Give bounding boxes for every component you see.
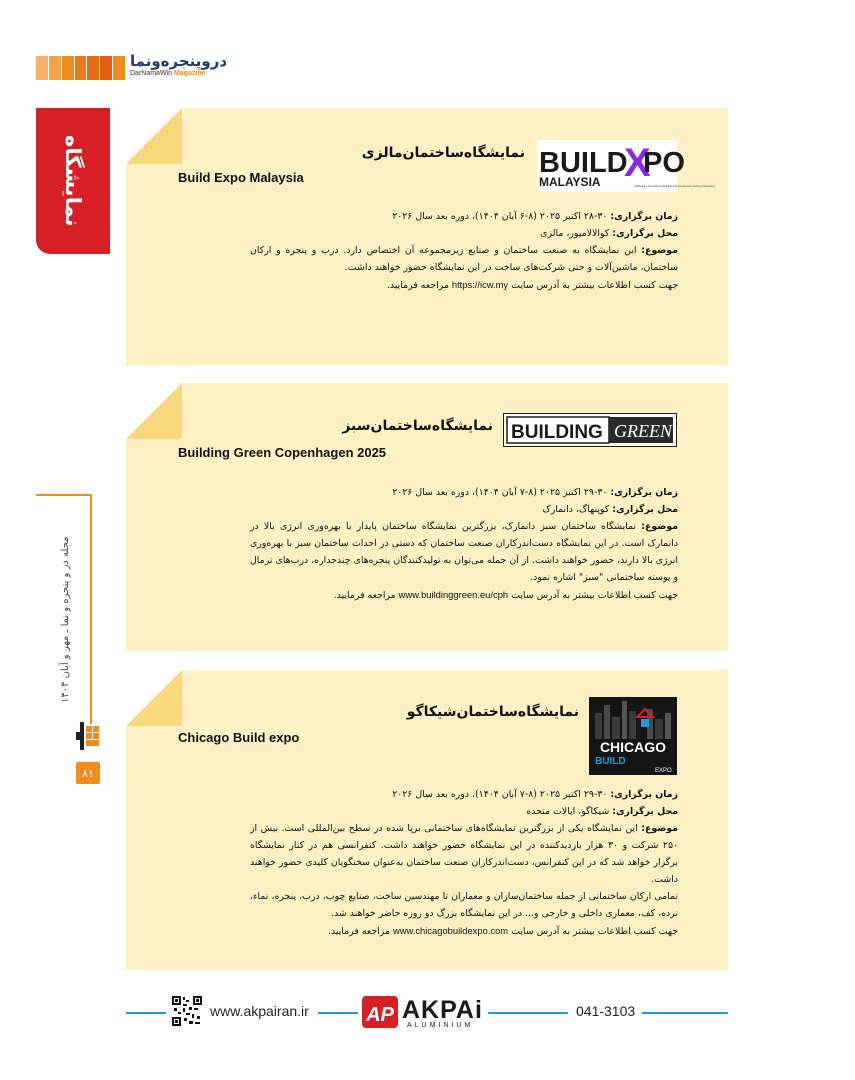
event-title-fa: نمایشگاه‌ساختمان‌سبز	[342, 418, 493, 434]
footer-divider	[488, 1012, 568, 1014]
time-label: زمان برگزاری:	[610, 487, 678, 498]
topic-extra: تمامی ارکان ساختمانی از جمله ساختمان‌سازان و معماران تا مهندسین ساخت، صنایع چوب، درب، پنجره، نماء، نرده، کف، معماری داخلی و خارجی و... در این نمایشگاه بزرگ دو روزه حاضر خواهند شد.	[250, 891, 678, 919]
akpai-logo-icon	[362, 994, 398, 1030]
event-details	[250, 208, 678, 294]
akpai-brand: AKPAi	[402, 996, 483, 1024]
place-value: کوالالامپور، مالزی	[540, 228, 610, 239]
place-value: کوپنهاگ، دانمارک	[542, 504, 610, 515]
time-value: ۳۰-۲۹ اکتبر ۲۰۲۵ (۸-۷ آبان ۱۴۰۴)، دوره بعد سال ۲۰۲۶	[392, 487, 608, 498]
folded-corner	[126, 670, 182, 726]
event-title-fa: نمایشگاه‌ساختمان‌شیکاگو	[406, 704, 579, 720]
event-title-en: Building Green Copenhagen 2025	[178, 445, 387, 460]
svg-text:AP: AP	[366, 1004, 394, 1026]
footer-divider	[126, 1012, 166, 1014]
section-tab-label: نمایشگاه	[61, 135, 85, 227]
topic-label: موضوع:	[641, 521, 679, 532]
more-info-pre: جهت کسب اطلاعات بیشتر به آدرس سایت	[511, 926, 678, 937]
time-value: ۳۰-۲۹ اکتبر ۲۰۲۵ (۸-۷ آبان ۱۴۰۴)، دوره بعد سال ۲۰۲۶	[392, 789, 608, 800]
place-label: محل برگزاری:	[612, 806, 678, 817]
more-info-post: مراجعه فرمایید.	[327, 926, 390, 937]
build-expo-malaysia-logo	[537, 140, 715, 192]
more-info-link[interactable]: www.buildinggreen.eu/cph	[398, 589, 509, 600]
logo-text-x: X	[624, 141, 651, 185]
topic-label: موضوع:	[641, 823, 678, 834]
folded-corner	[126, 383, 182, 439]
more-info-pre: جهت کسب اطلاعات بیشتر به آدرس سایت	[511, 590, 678, 601]
more-info-post: مراجعه فرمایید.	[333, 590, 396, 601]
footer-website-link[interactable]: www.akpairan.ir	[210, 1003, 309, 1019]
logo-text-green: GREEN	[614, 421, 672, 441]
divider	[36, 494, 92, 496]
logo-text-expo: EXPO	[655, 768, 672, 774]
footer-divider	[318, 1012, 358, 1014]
header-color-bars	[36, 56, 126, 80]
event-title-en: Chicago Build expo	[178, 730, 300, 745]
magazine-logo: دروپنجره‌ونما	[130, 52, 228, 70]
building-green-logo	[503, 413, 677, 447]
footer-divider	[642, 1012, 728, 1014]
place-label: محل برگزاری:	[612, 504, 678, 515]
time-value: ۳۰-۲۸ اکتبر ۲۰۲۵ (۸-۶ آبان ۱۴۰۴)، دوره بعد سال ۲۰۲۶	[392, 211, 608, 222]
magazine-logo-sub	[130, 70, 205, 77]
chicago-build-expo-logo	[589, 697, 677, 775]
logo-tagline: Malaysia's International Building and Construction Industry Showcase	[635, 185, 715, 188]
event-title-fa: نمایشگاه‌ساختمان‌مالزی	[361, 145, 525, 161]
place-value: شیکاگو، ایالات متحده	[526, 806, 610, 817]
qr-code-icon	[172, 996, 202, 1026]
logo-text-malaysia: MALAYSIA	[539, 175, 601, 189]
more-info-pre: جهت کسب اطلاعات بیشتر به آدرس سایت	[511, 280, 678, 291]
event-title-en: Build Expo Malaysia	[178, 170, 304, 185]
place-label: محل برگزاری:	[612, 228, 678, 239]
footer-phone: 041-3103	[576, 1003, 636, 1019]
logo-sub-brand: DarNamaWin	[130, 70, 173, 77]
folded-corner	[126, 108, 182, 164]
logo-text-build: BUILD	[595, 756, 626, 767]
event-details	[250, 484, 678, 604]
more-info-link[interactable]: https://icw.my	[451, 279, 509, 290]
topic-value: این نمایشگاه به صنعت ساختمان و صنایع زیرمجموعه آن اختصاص دارد. درب و پنجره و ارکان ساختمان، ماشین‌آلات و حتی شرکت‌های ساخت در این نمایشگاه حضور خواهند داشت.	[250, 245, 678, 273]
topic-label: موضوع:	[641, 245, 678, 256]
more-info-post: مراجعه فرمایید.	[386, 280, 449, 291]
window-icon	[76, 722, 100, 750]
event-details	[250, 786, 678, 940]
page-number: ۸۱	[76, 762, 100, 784]
logo-text-po: PO	[643, 147, 685, 179]
logo-text-build: BUILD	[539, 147, 628, 179]
time-label: زمان برگزاری:	[610, 211, 678, 222]
logo-text-chicago: CHICAGO	[599, 739, 667, 755]
logo-sub-mag: Magazine	[173, 70, 206, 77]
logo-text-building: BUILDING	[511, 422, 603, 443]
topic-value: نمایشگاه ساختمان سبز دانمارک، بزرگترین نمایشگاه ساختمان پایدار با بهره‌وری انرژی بالا در دانمارک است. در این نمایشگاه دست‌اندرکاران صنعت ساختمان که دستی در احداث ساختمان سبز با بهره‌وری انرژی بالا دارند، حضور خواهند داشت. از آن جمله می‌توان به تولیدکنندگان پنجره‌های چندجداره، درب‌های ترمال و پوسته ساختمانی "سبز" اشاره نمود.	[250, 521, 678, 583]
topic-value: این نمایشگاه یکی از بزرگترین نمایشگاه‌های ساختمانی برپا شده در سطح بین‌المللی است. بیش از ۲۵۰ شرکت و ۳۰ هزار بازدیدکننده در این نمایشگاه حضور خواهند داشت. کنفرانسی هم در کنار نمایشگاه برگزار خواهد شد که در این کنفرانس، دست‌اندرکاران صنعت ساختمان به‌عنوان سخنگویان کلیدی حضور خواهند داشت.	[250, 823, 679, 885]
more-info-link[interactable]: www.chicagobuildexpo.com	[392, 925, 509, 936]
time-label: زمان برگزاری:	[610, 789, 678, 800]
divider	[90, 494, 92, 724]
magazine-issue-line: مجله در و پنجره و نما ـ مهر و آبان ۱۴۰۴	[60, 536, 71, 704]
akpai-brand-sub: ALUMINIUM	[407, 1022, 474, 1029]
